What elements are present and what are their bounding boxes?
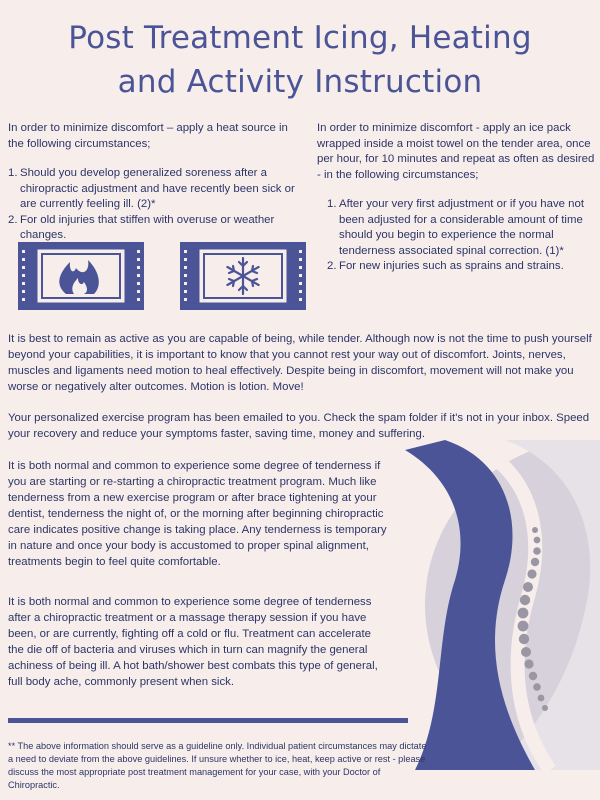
ice-list-item: [327, 197, 595, 259]
fire-pack-icon: [18, 242, 144, 310]
divider: [8, 718, 408, 723]
activity-paragraph: It is best to remain as active as you are capable of being, while tender. Although now is not the time to push yourself beyond your capabilities, it is important to know that you cannot rest your way out of discomfort. Joints, nerves, muscles and ligaments need motion to heal effectively. Despite being in discomfort, movement will not make you worse or negatively alter outcomes. Motion is lotion. Move!: [8, 333, 592, 393]
title-line-1: Post Treatment Icing, Heating: [68, 20, 532, 56]
ice-item-text: For new injuries such as sprains and strains.: [339, 260, 564, 272]
heat-intro: In order to minimize discomfort – apply a heat source in the following circumstances;: [8, 122, 288, 150]
exercise-paragraph: Your personalized exercise program has been emailed to you. Check the spam folder if it's not in your inbox. Speed your recovery and reduce your symptoms faster, saving time, money and suffering.: [8, 412, 590, 440]
ice-list: [317, 197, 595, 275]
heat-item-number: 1.: [8, 167, 18, 179]
ice-item-number: 1.: [327, 198, 337, 210]
tenderness-paragraph-2: It is both normal and common to experience some degree of tenderness after a chiropractic treatment or a massage therapy session if you have been, or are currently, fighting off a cold or flu. Treatment can accelerate the die off of bacteria and viruses which in turn can magnify the general achiness of being ill. A hot bath/shower best combats this type of general, full body ache, commonly present when sick.: [8, 596, 378, 688]
page-title: [0, 16, 600, 104]
snowflake-pack-icon: [180, 242, 306, 310]
ice-section: [317, 121, 595, 275]
ice-item-number: 2.: [327, 260, 337, 272]
heat-list: [8, 166, 298, 244]
heat-list-item: [8, 166, 298, 213]
heat-item-text: Should you develop generalized soreness after a chiropractic adjustment and have recently been sick or are currently feeling ill. (2)*: [20, 167, 295, 210]
ice-intro: In order to minimize discomfort - apply an ice pack wrapped inside a moist towel on the tender area, once per hour, for 10 minutes and repeat as often as desired - in the following circumstances;: [317, 122, 595, 181]
heat-section: [8, 121, 298, 244]
ice-item-text: After your very first adjustment or if you have not been adjusted for a considerable amount of time should you begin to experience the normal tenderness associated spinal correction. (1)*: [339, 198, 585, 257]
heat-item-number: 2.: [8, 213, 18, 226]
heat-list-item: [8, 213, 298, 244]
footnote: ** The above information should serve as a guideline only. Individual patient circumstances may dictate a need to deviate from the above guidelines. If unsure whether to ice, heat, keep active or rest - please discuss the most appropriate post treatment management for your case, with your Doctor of Chiropractic.: [8, 741, 427, 790]
spine-graphic: [385, 440, 600, 770]
hot-cold-packs: [18, 240, 318, 312]
title-line-2: and Activity Instruction: [117, 64, 483, 100]
ice-list-item: [327, 259, 595, 275]
tenderness-paragraph-1: It is both normal and common to experience some degree of tenderness if you are starting or re-starting a chiropractic treatment program. Much like tenderness from a new exercise program or after brace tightening at your dentist, tenderness the night of, or the morning after beginning chiropractic care indicates positive change is taking place. Any tenderness is temporary in nature and once your body is accustomed to proper spinal alignment, treatments begin to feel quite comfortable.: [8, 460, 387, 568]
heat-item-text: For old injuries that stiffen with overuse or weather changes.: [20, 213, 275, 241]
